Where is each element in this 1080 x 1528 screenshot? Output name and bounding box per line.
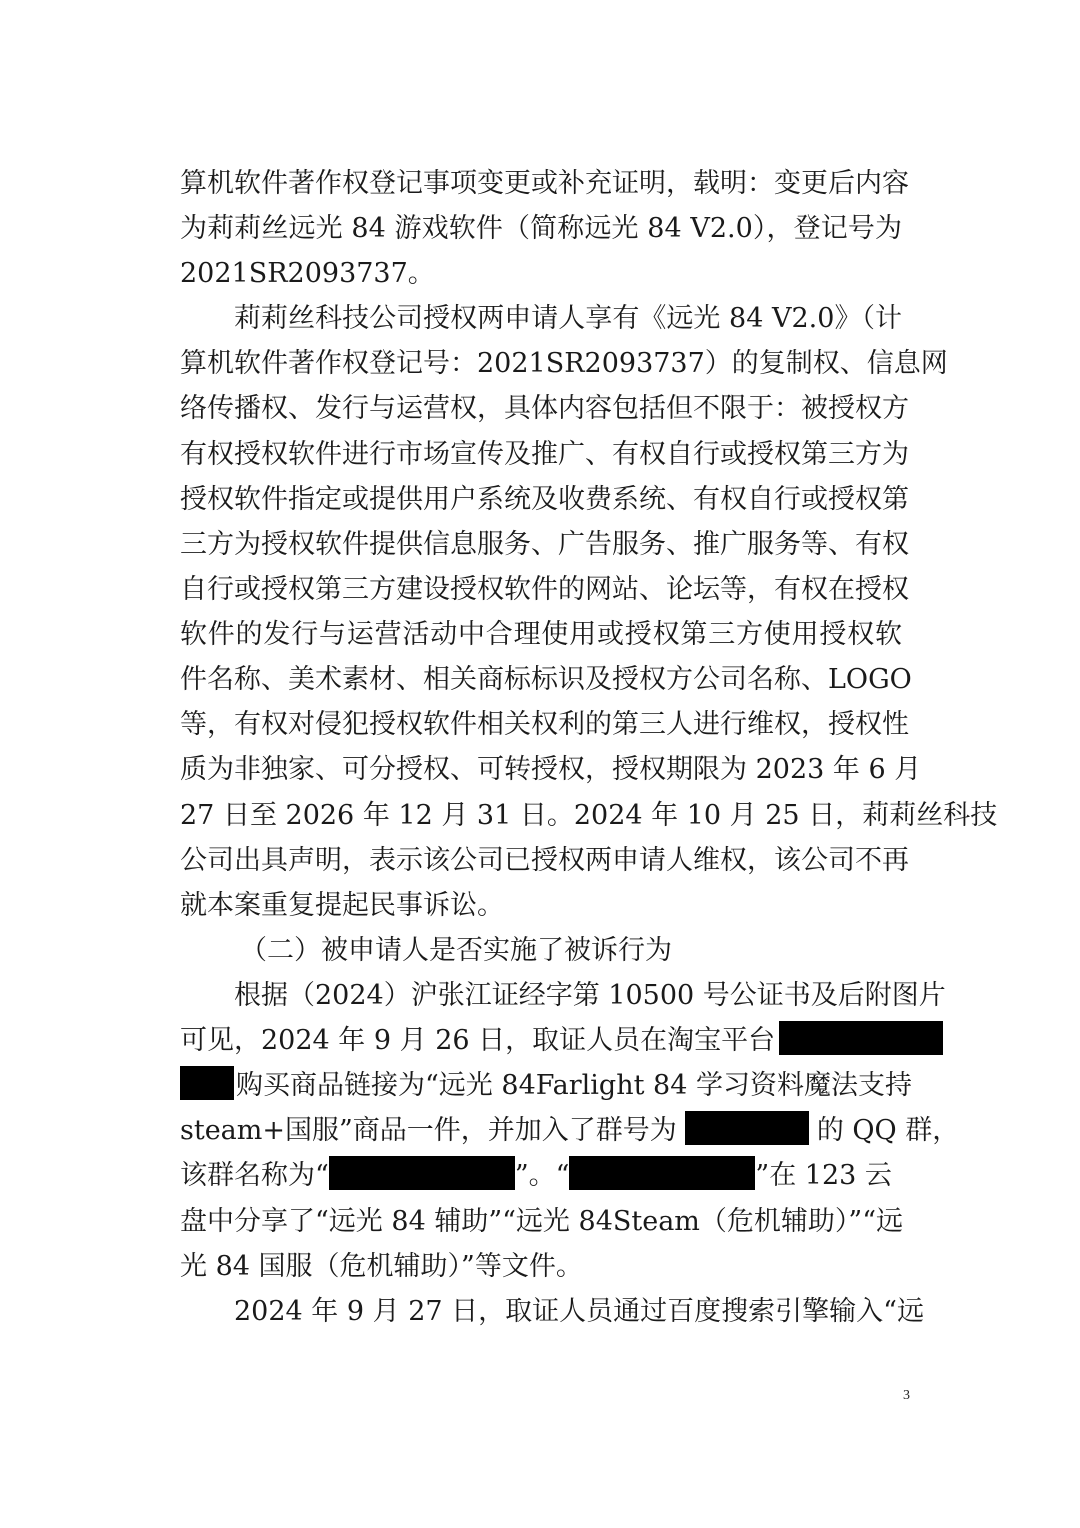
paragraph-line: 算机软件著作权登记号：2021SR2093737）的复制权、信息网 (180, 348, 948, 379)
redaction-block (180, 1066, 234, 1100)
paragraph-line: 为莉莉丝远光 84 游戏软件（简称远光 84 V2.0），登记号为 (180, 213, 902, 244)
paragraph-line: 2021SR2093737。 (180, 258, 435, 289)
line-text: 购买商品链接为“远光 84Farlight 84 学习资料魔法支持 (236, 1070, 912, 1101)
paragraph-line: 2024 年 9 月 27 日，取证人员通过百度搜索引擎输入“远 (234, 1296, 924, 1327)
paragraph-line: 算机软件著作权登记事项变更或补充证明，载明：变更后内容 (180, 168, 909, 199)
line-text: 可见，2024 年 9 月 26 日，取证人员在淘宝平台 (180, 1025, 776, 1056)
line-text: 的 QQ 群， (816, 1115, 960, 1146)
paragraph-line: 盘中分享了“远光 84 辅助”“远光 84Steam（危机辅助）”“远 (180, 1206, 904, 1237)
line-text: steam+国服”商品一件，并加入了群号为 (180, 1115, 677, 1146)
paragraph-line: 自行或授权第三方建设授权软件的网站、论坛等，有权在授权 (180, 574, 909, 605)
paragraph-line: 莉莉丝科技公司授权两申请人享有《远光 84 V2.0》（计 (234, 303, 902, 334)
redaction-block (569, 1156, 755, 1190)
paragraph-line: 软件的发行与运营活动中合理使用或授权第三方使用授权软 (180, 619, 902, 650)
paragraph-line: 件名称、美术素材、相关商标标识及授权方公司名称、LOGO (180, 664, 912, 695)
line-text: ”。“ (514, 1160, 570, 1191)
paragraph-line: 有权授权软件进行市场宣传及推广、有权自行或授权第三方为 (180, 439, 909, 470)
paragraph-line: 光 84 国服（危机辅助）”等文件。 (180, 1251, 583, 1282)
paragraph-line: 公司出具声明，表示该公司已授权两申请人维权，该公司不再 (180, 845, 909, 876)
redaction-block (685, 1111, 809, 1145)
line-text: 该群名称为“ (180, 1160, 329, 1191)
paragraph-line: 授权软件指定或提供用户系统及收费系统、有权自行或授权第 (180, 484, 909, 515)
paragraph-line: 络传播权、发行与运营权，具体内容包括但不限于：被授权方 (180, 393, 909, 424)
paragraph-line: 就本案重复提起民事诉讼。 (180, 890, 504, 921)
paragraph-line-with-redaction (180, 1153, 902, 1199)
paragraph-line-with-redaction (180, 1063, 912, 1109)
paragraph-line: 27 日至 2026 年 12 月 31 日。2024 年 10 月 25 日，莉莉丝科技 (180, 800, 998, 831)
paragraph-line-with-redaction (180, 1108, 960, 1154)
paragraph-line: 质为非独家、可分授权、可转授权，授权期限为 2023 年 6 月 (180, 754, 922, 785)
paragraph-line: 等，有权对侵犯授权软件相关权利的第三人进行维权，授权性 (180, 709, 909, 740)
page-number: 3 (903, 1388, 910, 1403)
line-text: ”在 123 云 (755, 1160, 892, 1191)
paragraph-line-with-redaction (180, 1018, 902, 1064)
redaction-block (779, 1021, 943, 1055)
paragraph-line: 三方为授权软件提供信息服务、广告服务、推广服务等、有权 (180, 529, 909, 560)
section-heading: （二）被申请人是否实施了被诉行为 (240, 935, 672, 966)
paragraph-line: 根据（2024）沪张江证经字第 10500 号公证书及后附图片 (234, 980, 946, 1011)
redaction-block (329, 1156, 515, 1190)
